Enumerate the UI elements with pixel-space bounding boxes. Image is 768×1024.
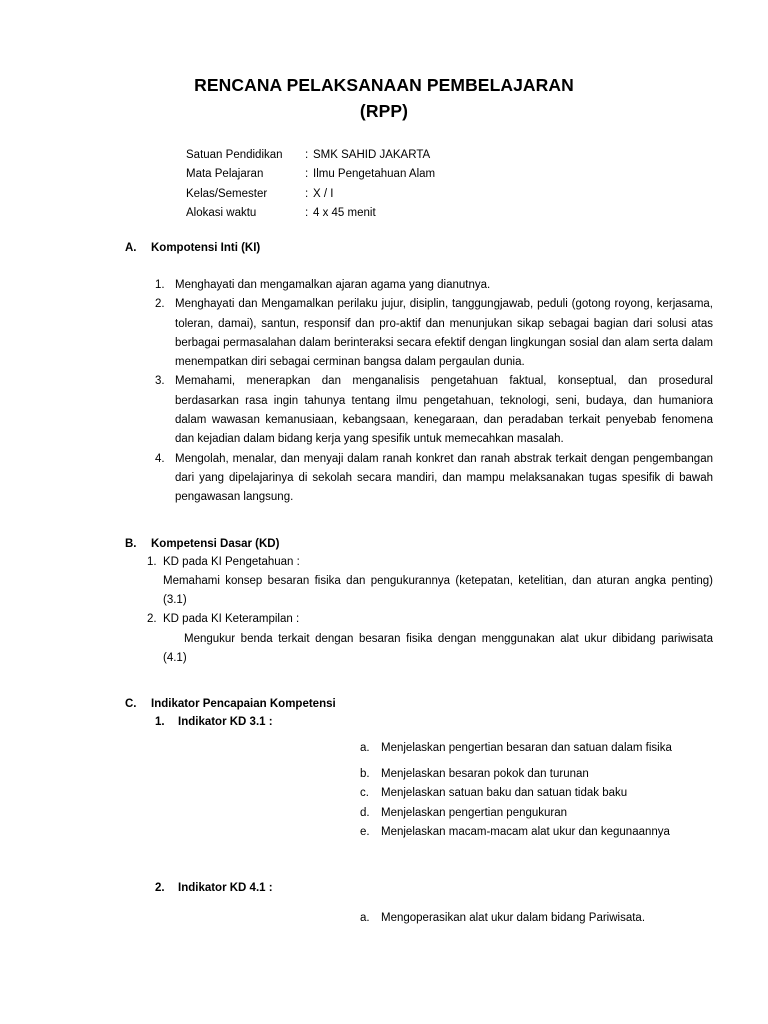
list-item-marker: a.	[360, 912, 370, 925]
section-a-marker: A.	[125, 242, 137, 254]
list-item	[178, 784, 768, 803]
section-b-heading-text: Kompetensi Dasar (KD)	[151, 537, 280, 550]
document-title	[0, 72, 768, 124]
section-b-heading	[0, 536, 768, 553]
list-item-text: Menjelaskan macam-macam alat ukur dan kegunaannya	[381, 825, 670, 838]
document-body	[0, 240, 768, 929]
indicator-group	[0, 713, 768, 842]
list-item-marker: d.	[360, 806, 370, 819]
title-line-abbrev: (RPP)	[359, 101, 409, 121]
section-c-marker: C.	[125, 698, 137, 711]
section-c-heading-text: Indikator Pencapaian Kompetensi	[151, 698, 336, 711]
metadata-label: Mata Pelajaran	[186, 168, 264, 181]
section-c-heading	[0, 696, 768, 713]
section-a-heading-text: Kompotensi Inti (KI)	[151, 242, 261, 254]
list-item-marker: 2.	[155, 298, 165, 311]
list-item-marker: b.	[360, 767, 370, 780]
indicator-item-list	[178, 909, 768, 928]
list-item-text: Menjelaskan besaran pokok dan turunan	[381, 767, 589, 780]
indicator-group-marker: 2.	[155, 882, 165, 895]
list-item	[178, 739, 768, 758]
metadata-row-satuan-pendidikan	[186, 146, 435, 165]
metadata-colon: :	[305, 149, 309, 161]
metadata-colon: :	[305, 187, 309, 200]
list-item-marker: 1.	[147, 555, 157, 568]
section-c-group-list	[0, 713, 768, 928]
section-a-heading	[0, 240, 768, 257]
metadata-label: Alokasi waktu	[186, 206, 257, 219]
list-item	[0, 610, 768, 668]
list-item-text: Memahami, menerapkan dan menganalisis pengetahuan faktual, konseptual, dan prosedural berdasarkan rasa ingin tahunya tentang ilmu pengetahuan, teknologi, seni, budaya, dan humaniora dalam wawasan kemanusiaan, kebangsaan, kenegaraan, dan peradaban terkait penyebab fenomena dan kejadian dalam bidang kerja yang spesifik untuk memecahkan masalah.	[175, 375, 713, 446]
list-item-marker: a.	[360, 741, 370, 754]
metadata-value: X / I	[313, 187, 334, 200]
list-item-marker: 4.	[155, 452, 165, 465]
list-item-text: Menjelaskan pengertian pengukuran	[381, 806, 568, 819]
title-line-main: RENCANA PELAKSANAAN PEMBELAJARAN	[194, 75, 574, 95]
section-b-marker: B.	[125, 537, 137, 550]
list-item-text: Menjelaskan satuan baku dan satuan tidak baku	[381, 787, 628, 800]
metadata-colon: :	[305, 168, 309, 181]
section-b-list	[0, 553, 768, 669]
indicator-group-marker: 1.	[155, 716, 165, 729]
list-item	[0, 553, 768, 611]
list-item	[0, 276, 768, 295]
list-item	[0, 295, 768, 372]
list-item-text: Menghayati dan mengamalkan ajaran agama yang dianutnya.	[175, 279, 491, 291]
list-item-body: Mengukur benda terkait dengan besaran fisika dengan menggunakan alat ukur dibidang pariwisata (4.1)	[163, 632, 713, 665]
list-item-marker: 2.	[147, 613, 157, 626]
list-item-text: Mengoperasikan alat ukur dalam bidang Pariwisata.	[381, 912, 646, 925]
metadata-colon: :	[305, 206, 309, 219]
metadata-row-kelas-semester	[186, 185, 435, 204]
document-metadata	[186, 146, 435, 223]
metadata-value: Ilmu Pengetahuan Alam	[313, 168, 436, 181]
list-item-marker: 1.	[155, 279, 165, 291]
list-item	[178, 804, 768, 823]
list-item-body: Memahami konsep besaran fisika dan pengukurannya (ketepatan, ketelitian, dan aturan angka penting) (3.1)	[163, 574, 713, 607]
section-indikator-pencapaian	[0, 696, 768, 928]
indicator-group	[0, 879, 768, 929]
list-item-text: Menghayati dan Mengamalkan perilaku jujur, disiplin, tanggungjawab, peduli (gotong royong, kerjasama, toleran, damai), santun, responsif dan pro-aktif dan menunjukan sikap sebagai bagian dari solusi atas berbagai permasalahan dalam berinteraksi secara efektif dengan lingkungan sosial dan alam serta dalam menempatkan diri sebagai cerminan bangsa dalam pergaulan dunia.	[175, 298, 713, 369]
indicator-item-list	[178, 739, 768, 842]
list-item	[178, 765, 768, 784]
list-item-marker: c.	[360, 787, 369, 800]
indicator-group-title: Indikator KD 4.1 :	[178, 882, 273, 895]
list-item	[178, 823, 768, 842]
list-item-lead: KD pada KI Keterampilan :	[163, 613, 300, 626]
metadata-row-mata-pelajaran	[186, 165, 435, 184]
spacer	[0, 508, 768, 536]
spacer	[0, 668, 768, 696]
spacer	[0, 257, 768, 276]
section-a-list	[0, 276, 768, 508]
list-item-text: Menjelaskan pengertian besaran dan satuan dalam fisika	[381, 741, 672, 754]
list-item-text: Mengolah, menalar, dan menyaji dalam ranah konkret dan ranah abstrak terkait dengan pengembangan dari yang dipelajarinya di sekolah secara mandiri, dan mampu melaksanakan tugas spesifik di bawah pengawasan langsung.	[175, 452, 713, 504]
metadata-value: 4 x 45 menit	[313, 206, 376, 219]
metadata-row-alokasi-waktu	[186, 204, 435, 223]
metadata-label: Satuan Pendidikan	[186, 149, 283, 161]
list-item	[0, 372, 768, 449]
list-item-marker: 3.	[155, 375, 165, 388]
metadata-value: SMK SAHID JAKARTA	[313, 149, 431, 161]
section-kompetensi-inti	[0, 240, 768, 508]
metadata-label: Kelas/Semester	[186, 187, 268, 200]
list-item-marker: e.	[360, 825, 370, 838]
list-item-lead: KD pada KI Pengetahuan :	[163, 555, 300, 568]
list-item	[178, 909, 768, 928]
indicator-group-title: Indikator KD 3.1 :	[178, 716, 273, 729]
section-kompetensi-dasar	[0, 536, 768, 669]
list-item	[0, 450, 768, 508]
